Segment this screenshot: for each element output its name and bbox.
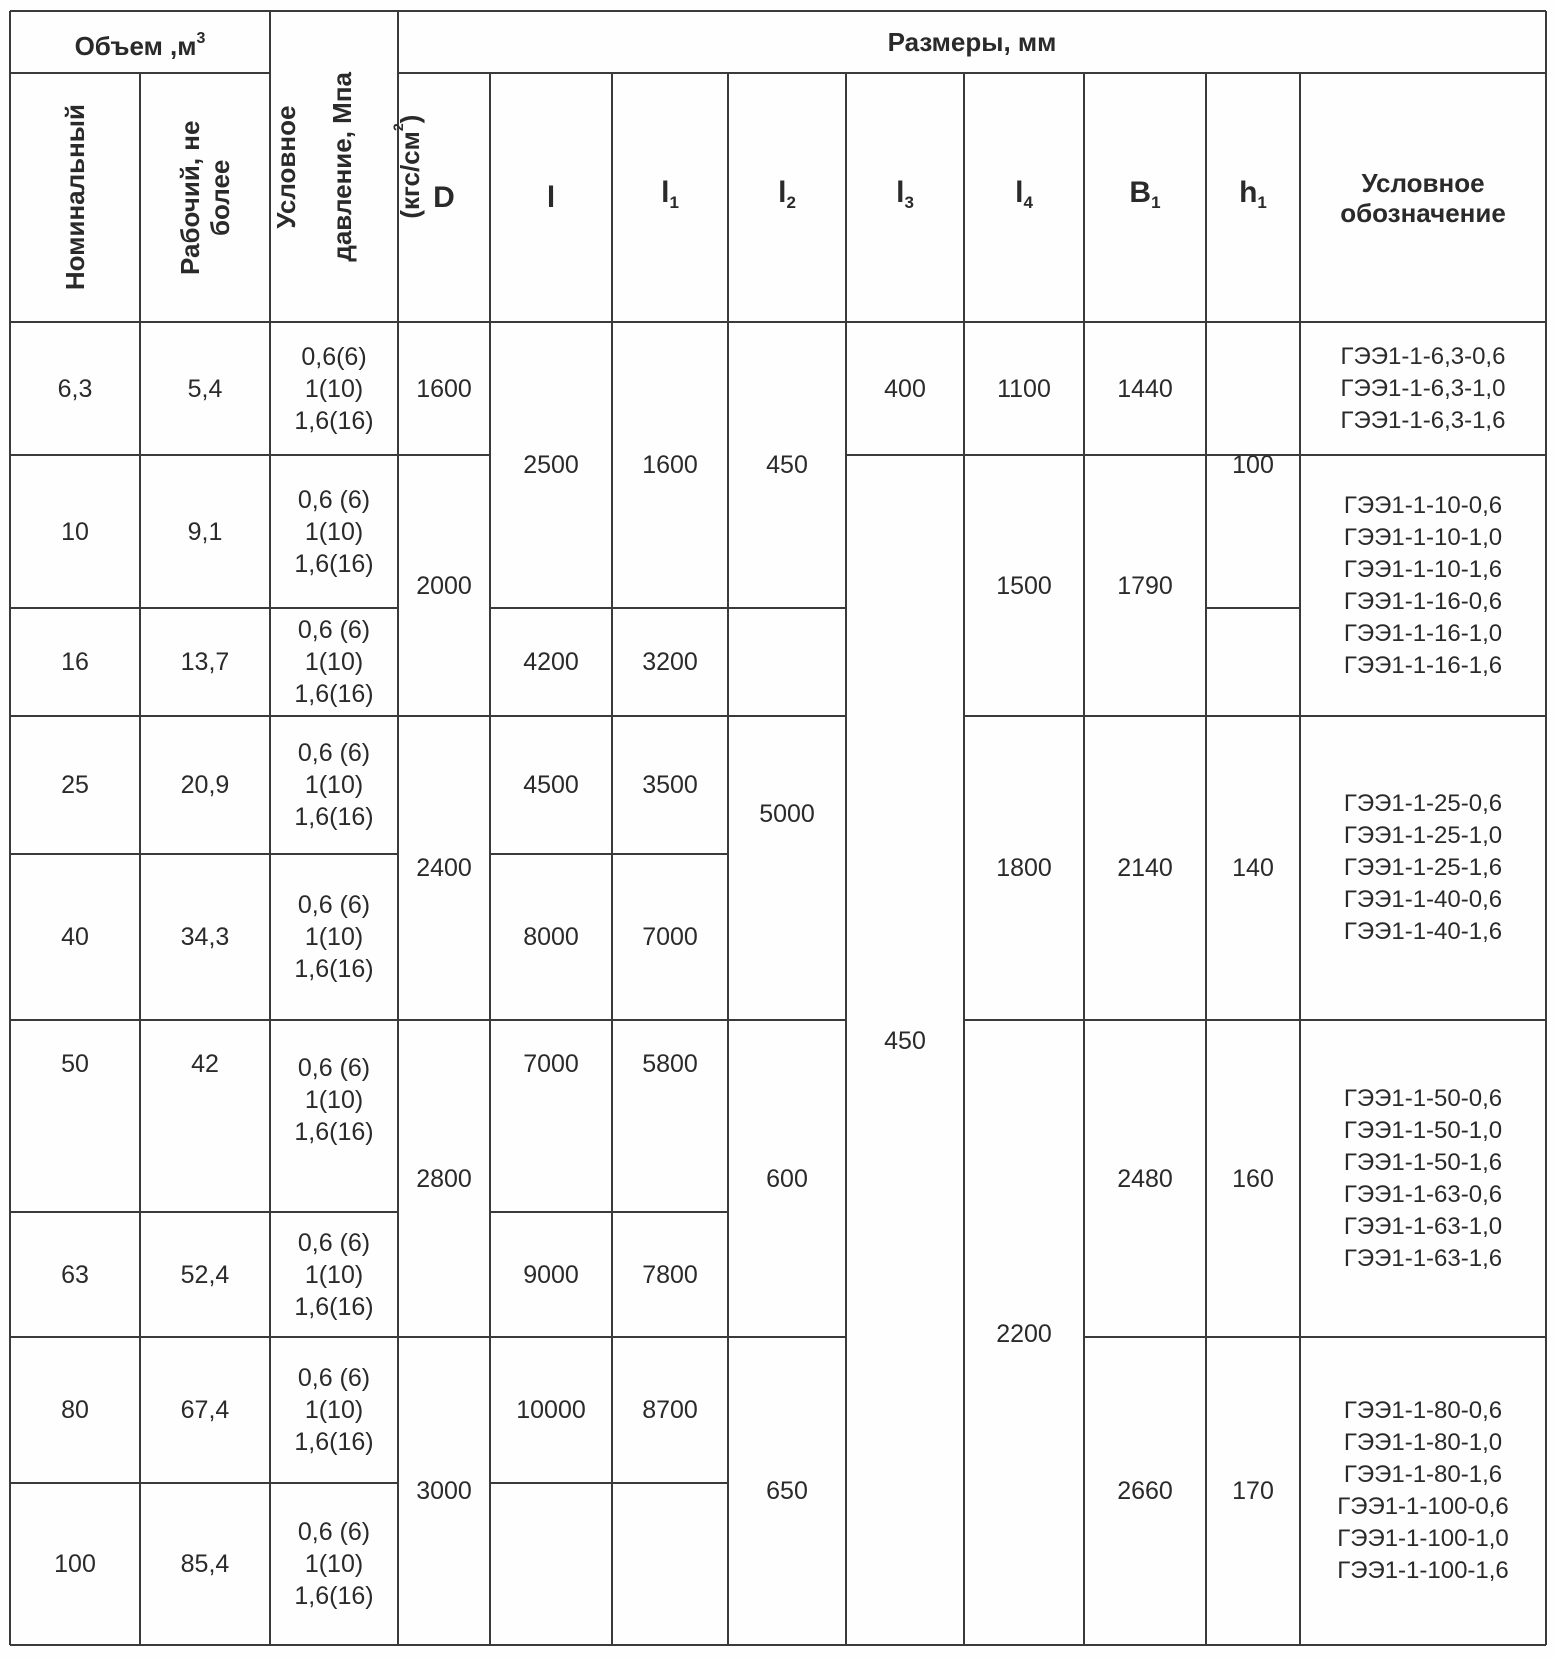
- pressure-cell: 0,6(6) 1(10) 1,6(16): [294, 342, 374, 435]
- l2-cell: 5000: [759, 800, 815, 828]
- l1-column-header: $l_1$: [661, 175, 679, 212]
- l2-cell: 450: [766, 451, 808, 479]
- l1-cell: 1600: [642, 451, 698, 479]
- B1-cell: 2660: [1117, 1477, 1173, 1505]
- l-cell: 4200: [523, 648, 579, 676]
- B1-column-header: $B_1$: [1129, 175, 1161, 212]
- l3-cell: 450: [884, 1027, 926, 1055]
- working-cell: 85,4: [180, 1550, 230, 1578]
- l2-cell: 600: [766, 1164, 808, 1193]
- l-cell: 7000: [523, 1050, 579, 1078]
- l-cell: 2500: [523, 451, 579, 479]
- h1-cell: 140: [1232, 854, 1274, 882]
- l3-column-header: $l_3$: [896, 175, 914, 212]
- nominal-cell: 40: [61, 923, 89, 951]
- nominal-cell: 6,3: [57, 374, 93, 403]
- volume-group-header: Объем $,м^3$: [74, 29, 206, 61]
- working-cell: 67,4: [180, 1396, 230, 1424]
- nominal-cell: 50: [61, 1050, 89, 1078]
- B1-cell: 2140: [1117, 854, 1173, 882]
- D-cell: 1600: [416, 374, 472, 403]
- D-cell: 2800: [416, 1164, 472, 1193]
- working-cell: 9,1: [187, 517, 223, 546]
- D-column-header: D: [433, 180, 455, 214]
- l1-cell: 7800: [642, 1260, 698, 1289]
- l2-cell: 650: [766, 1477, 808, 1505]
- l-column-header: l: [546, 180, 556, 214]
- h1-cell: 100: [1232, 451, 1274, 479]
- nominal-cell: 63: [61, 1260, 89, 1289]
- designation-cell: ГЭЭ1-1-80-0,6 ГЭЭ1-1-80-1,0 ГЭЭ1-1-80-1,6 ГЭЭ1-1-100-0,6 ГЭЭ1-1-100-1,0 ГЭЭ1-1-100-1,6: [1337, 1397, 1509, 1584]
- nominal-column-header: Номинальный: [60, 104, 90, 291]
- l1-cell: 3200: [642, 648, 698, 676]
- l-cell: 8000: [523, 923, 579, 951]
- working-cell: 42: [191, 1050, 219, 1078]
- l-cell: 10000: [516, 1396, 586, 1424]
- designation-cell: ГЭЭ1-1-6,3-0,6 ГЭЭ1-1-6,3-1,0 ГЭЭ1-1-6,3-1,6: [1340, 342, 1506, 434]
- h1-cell: 170: [1232, 1477, 1274, 1505]
- l1-cell: 5800: [642, 1050, 698, 1078]
- D-cell: 3000: [416, 1477, 472, 1505]
- working-column-header: Рабочий, не более: [175, 120, 235, 275]
- working-cell: 20,9: [180, 771, 230, 799]
- designation-column-header: Условное обозначение: [1340, 167, 1506, 228]
- working-cell: 34,3: [180, 923, 230, 951]
- l4-cell: 1800: [996, 854, 1052, 882]
- sizes-group-header: Размеры, мм: [887, 27, 1057, 57]
- nominal-cell: 16: [61, 648, 89, 676]
- l2-column-header: $l_2$: [778, 175, 796, 212]
- pressure-cell: 0,6 (6) 1(10) 1,6(16): [294, 1054, 374, 1146]
- h1-cell: 160: [1232, 1164, 1274, 1193]
- pressure-cell: 0,6 (6) 1(10) 1,6(16): [294, 1364, 374, 1456]
- pressure-cell: 0,6 (6) 1(10) 1,6(16): [294, 891, 374, 983]
- nominal-cell: 80: [61, 1396, 89, 1424]
- designation-cell: ГЭЭ1-1-10-0,6 ГЭЭ1-1-10-1,0 ГЭЭ1-1-10-1,6 ГЭЭ1-1-16-0,6 ГЭЭ1-1-16-1,0 ГЭЭ1-1-16-1,6: [1343, 491, 1503, 679]
- l3-cell: 400: [884, 374, 926, 403]
- l1-cell: 8700: [642, 1396, 698, 1424]
- l4-cell: 1100: [997, 374, 1051, 403]
- B1-cell: 1790: [1117, 571, 1173, 600]
- nominal-cell: 10: [61, 517, 89, 546]
- nominal-cell: 100: [54, 1550, 96, 1578]
- pressure-cell: 0,6 (6) 1(10) 1,6(16): [294, 1228, 374, 1321]
- pressure-cell: 0,6 (6) 1(10) 1,6(16): [294, 739, 374, 831]
- working-cell: 5,4: [187, 374, 223, 403]
- l-cell: 4500: [523, 771, 579, 799]
- pressure-column-header: Условное давление, Мпа $(кгс/см^2)$: [271, 71, 425, 262]
- working-cell: 13,7: [180, 648, 230, 676]
- D-cell: 2400: [416, 854, 472, 882]
- h1-column-header: $h_1$: [1239, 175, 1267, 212]
- l-cell: 9000: [523, 1260, 579, 1289]
- D-cell: 2000: [416, 571, 472, 600]
- designation-cell: ГЭЭ1-1-25-0,6 ГЭЭ1-1-25-1,0 ГЭЭ1-1-25-1,6 ГЭЭ1-1-40-0,6 ГЭЭ1-1-40-1,6: [1343, 790, 1503, 945]
- l4-cell: 2200: [996, 1320, 1052, 1348]
- pressure-cell: 0,6 (6) 1(10) 1,6(16): [294, 485, 374, 578]
- nominal-cell: 25: [61, 771, 89, 799]
- l4-column-header: $l_4$: [1015, 175, 1033, 212]
- l1-cell: 3500: [642, 771, 698, 799]
- l1-cell: 7000: [642, 923, 698, 951]
- designation-cell: ГЭЭ1-1-50-0,6 ГЭЭ1-1-50-1,0 ГЭЭ1-1-50-1,6 ГЭЭ1-1-63-0,6 ГЭЭ1-1-63-1,0 ГЭЭ1-1-63-1,6: [1343, 1084, 1503, 1272]
- l4-cell: 1500: [996, 571, 1052, 600]
- pressure-cell: 0,6 (6) 1(10) 1,6(16): [294, 616, 374, 708]
- B1-cell: 1440: [1117, 374, 1173, 403]
- working-cell: 52,4: [180, 1260, 230, 1289]
- B1-cell: 2480: [1117, 1164, 1173, 1193]
- pressure-cell: 0,6 (6) 1(10) 1,6(16): [294, 1518, 374, 1610]
